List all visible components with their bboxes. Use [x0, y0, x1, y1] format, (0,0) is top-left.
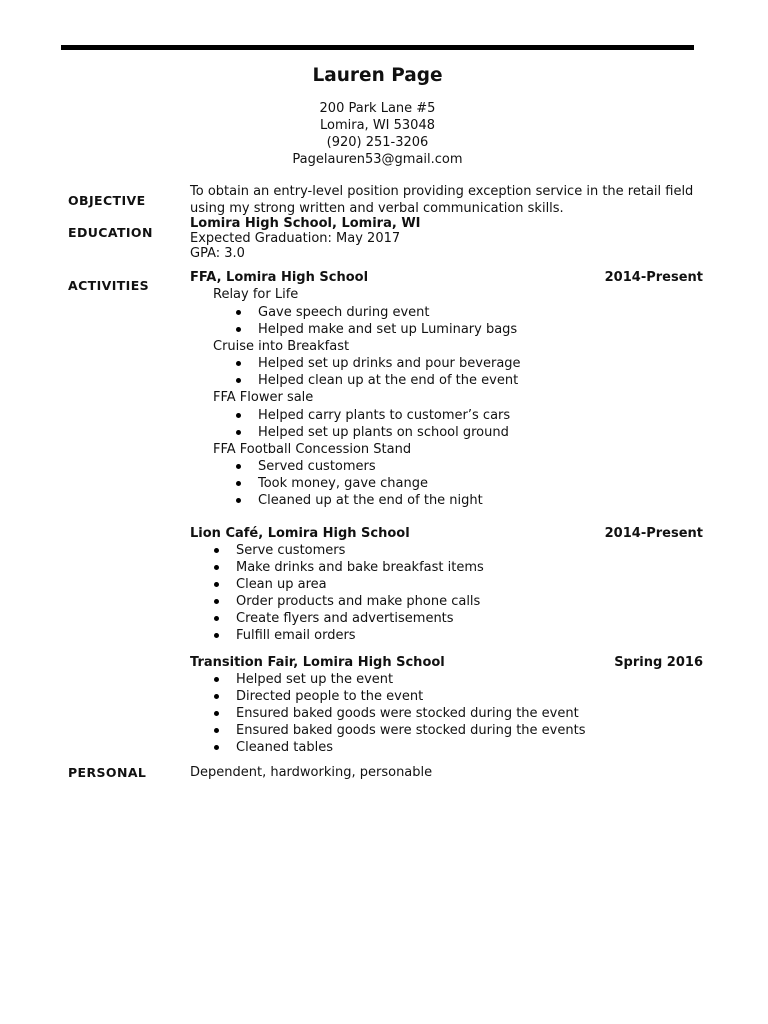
bullet-icon: [214, 711, 219, 716]
bullet-icon: [236, 310, 241, 315]
activities-body: [190, 269, 705, 509]
education-label: EDUCATION: [68, 225, 153, 240]
list-item-text: Directed people to the event: [236, 689, 424, 704]
list-item-text: Helped carry plants to customer’s cars: [258, 407, 511, 423]
list-item: [190, 739, 705, 756]
school-name: Lomira High School, Lomira, WI: [190, 216, 421, 231]
list-item: [190, 722, 705, 739]
list-item: [190, 372, 705, 389]
bullet-icon: [236, 464, 241, 469]
list-item-text: Clean up area: [236, 577, 327, 592]
bullet-icon: [214, 694, 219, 699]
bullet-list: [190, 407, 705, 441]
list-item: [190, 355, 705, 372]
bullet-icon: [236, 327, 241, 332]
address-line-1: 200 Park Lane #5: [319, 101, 436, 116]
list-item: [190, 688, 705, 705]
education-details: [190, 216, 705, 261]
bullet-icon: [214, 616, 219, 621]
activity-subgroup-title: Relay for Life: [213, 287, 299, 302]
activity-date: Spring 2016: [614, 655, 703, 670]
activity-body: [190, 525, 705, 644]
bullet-list: [190, 671, 705, 756]
bullet-icon: [214, 548, 219, 553]
bullet-icon: [214, 728, 219, 733]
list-item: [190, 492, 705, 509]
list-item-text: Cleaned up at the end of the night: [258, 493, 483, 508]
top-horizontal-rule: [61, 45, 694, 50]
list-item-text: Make drinks and bake breakfast items: [236, 560, 484, 575]
list-item-text: Order products and make phone calls: [236, 594, 481, 609]
list-item: [190, 576, 705, 593]
list-item-text: Create flyers and advertisements: [236, 611, 454, 626]
activity-subgroup-title: FFA Flower sale: [213, 390, 314, 405]
email-address: Pagelauren53@gmail.com: [292, 152, 463, 167]
personal-text: Dependent, hardworking, personable: [190, 765, 433, 780]
gpa: GPA: 3.0: [190, 246, 245, 261]
list-item-text: Ensured baked goods were stocked during the event: [236, 706, 579, 721]
list-item: [190, 559, 705, 576]
list-item-text: Helped set up plants on school ground: [258, 424, 509, 440]
bullet-icon: [214, 745, 219, 750]
objective-text: [190, 183, 705, 217]
list-item-text: Ensured baked goods were stocked during the events: [236, 723, 586, 738]
list-item: [190, 610, 705, 627]
list-item-text: Serve customers: [236, 543, 346, 558]
list-item: [190, 321, 705, 338]
list-item: [190, 671, 705, 688]
bullet-icon: [214, 565, 219, 570]
activities-label: ACTIVITIES: [68, 278, 150, 293]
bullet-icon: [236, 481, 241, 486]
list-item-text: Helped set up drinks and pour beverage: [258, 356, 521, 371]
list-item-text: Took money, gave change: [258, 476, 428, 491]
activity-title: Lion Café, Lomira High School: [190, 526, 410, 541]
list-item-text: Gave speech during event: [258, 304, 430, 320]
bullet-icon: [236, 498, 241, 503]
list-item: [190, 424, 705, 441]
bullet-icon: [214, 677, 219, 682]
list-item-text: Cleaned tables: [236, 740, 333, 755]
list-item: [190, 407, 705, 424]
list-item: [190, 705, 705, 722]
bullet-icon: [236, 430, 241, 435]
activity-date: 2014-Present: [604, 270, 703, 285]
list-item-text: Fulfill email orders: [236, 628, 356, 643]
objective-line: To obtain an entry-level position providing exception service in the retail field: [190, 184, 694, 199]
activity-body: [190, 654, 705, 756]
activity-date: 2014-Present: [604, 526, 703, 541]
list-item-text: Helped clean up at the end of the event: [258, 373, 519, 388]
bullet-list: [190, 355, 705, 389]
bullet-icon: [214, 633, 219, 638]
bullet-icon: [236, 413, 241, 418]
list-item: [190, 475, 705, 492]
list-item: [190, 304, 705, 321]
activity-ffa: [190, 269, 705, 509]
activity-header: [190, 654, 705, 671]
list-item: [190, 627, 705, 644]
activity-title: FFA, Lomira High School: [190, 270, 369, 285]
list-item-text: Helped make and set up Luminary bags: [258, 321, 518, 337]
resume-header: [0, 63, 755, 168]
applicant-name: Lauren Page: [312, 65, 443, 86]
personal-label: PERSONAL: [68, 765, 147, 780]
bullet-icon: [214, 599, 219, 604]
bullet-icon: [214, 582, 219, 587]
activity-subgroup-title: Cruise into Breakfast: [213, 338, 350, 354]
address-line-2: Lomira, WI 53048: [320, 118, 435, 133]
objective-label: OBJECTIVE: [68, 193, 146, 208]
list-item: [190, 458, 705, 475]
activity-header: [190, 525, 705, 542]
contact-info: [0, 100, 755, 168]
bullet-list: [190, 458, 705, 509]
list-item: [190, 542, 705, 559]
graduation-date: Expected Graduation: May 2017: [190, 231, 401, 246]
list-item-text: Helped set up the event: [236, 672, 394, 687]
activity-title: Transition Fair, Lomira High School: [190, 655, 445, 670]
bullet-list: [190, 542, 705, 644]
bullet-list: [190, 304, 705, 338]
objective-line: using my strong written and verbal communication skills.: [190, 201, 564, 216]
bullet-icon: [236, 361, 241, 366]
activity-subgroup-title: FFA Football Concession Stand: [213, 441, 412, 457]
list-item: [190, 593, 705, 610]
phone-number: (920) 251-3206: [326, 135, 429, 150]
activity-header: [190, 269, 705, 286]
bullet-icon: [236, 378, 241, 383]
list-item-text: Served customers: [258, 459, 376, 474]
